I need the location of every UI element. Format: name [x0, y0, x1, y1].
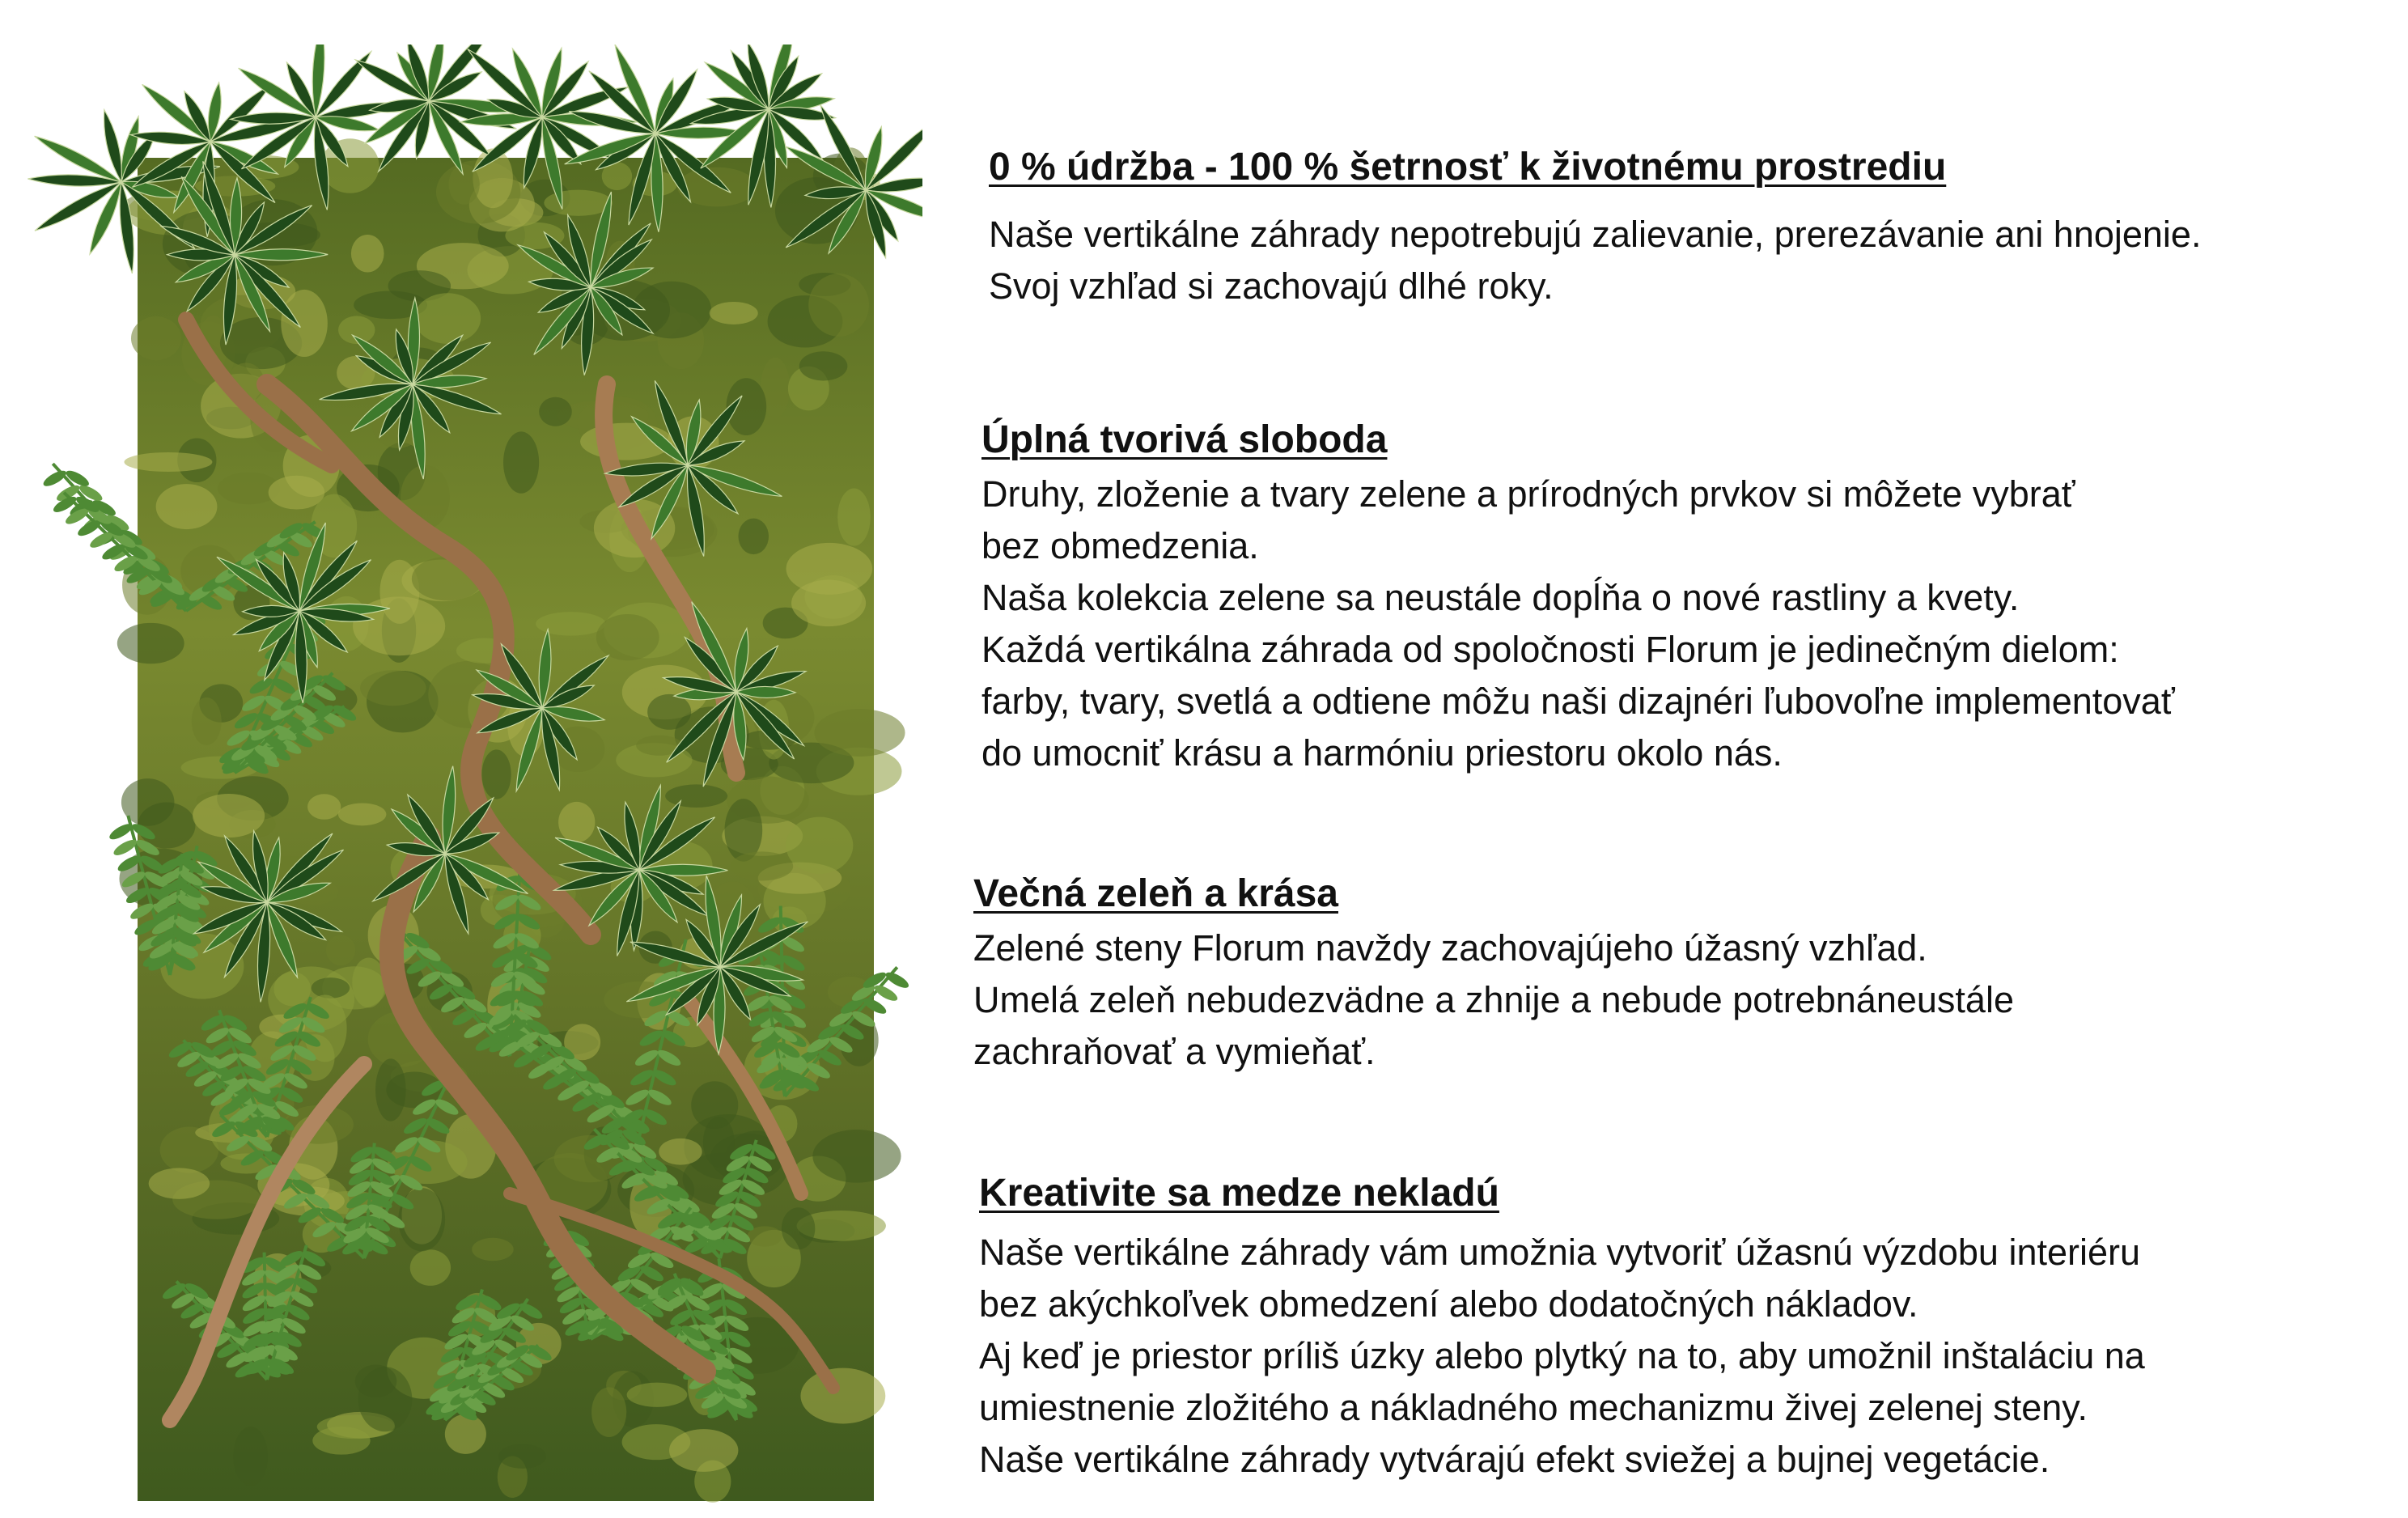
moss-tuft — [812, 1130, 901, 1183]
section-line: Druhy, zloženie a tvary zelene a prírodných prvkov si môžete vybrať — [981, 473, 2075, 515]
section-line: bez akýchkoľvek obmedzení alebo dodatočných nákladov. — [979, 1283, 1918, 1325]
moss-tuft — [498, 1444, 546, 1468]
section-line: zachraňovať a vymieňať. — [973, 1030, 1376, 1072]
section-line: do umocniť krásu a harmóniu priestoru okolo nás. — [981, 731, 1783, 774]
moss-tuft — [814, 709, 905, 757]
moss-tuft — [312, 1427, 370, 1455]
moss-tuft — [536, 612, 605, 635]
moss-tuft — [192, 698, 222, 745]
section-line: Každá vertikálna záhrada od spoločnosti Florum je jedinečným dielom: — [981, 628, 2119, 670]
moss-tuft — [233, 1427, 268, 1486]
moss-tuft — [445, 1414, 486, 1454]
moss-tuft — [627, 1383, 688, 1407]
moss-tuft — [338, 803, 386, 825]
moss-tuft — [269, 476, 324, 510]
moss-tuft — [131, 316, 181, 360]
moss-tuft — [326, 935, 355, 965]
section-creative-freedom — [981, 417, 2175, 779]
moss-tuft — [307, 794, 341, 819]
moss-tuft — [659, 1138, 702, 1165]
moss-tuft — [710, 302, 758, 324]
moss-tuft — [786, 817, 853, 874]
moss-tuft — [149, 1168, 210, 1198]
moss-tuft — [410, 1249, 451, 1286]
moss-tuft — [669, 1429, 738, 1472]
section-line: farby, tvary, svetlá a odtiene môžu naši dizajnéri ľubovoľne implementovať — [981, 680, 2175, 722]
section-line: Umelá zeleň nebudezvädne a zhnije a nebude potrebnáneustále — [973, 978, 2014, 1020]
moss-tuft — [414, 293, 481, 344]
section-line: bez obmedzenia. — [981, 524, 1259, 566]
section-no-limits — [979, 1170, 2145, 1486]
moss-tuft — [558, 802, 595, 842]
moss-tuft — [117, 623, 184, 664]
section-title: Kreativite sa medze nekladú — [979, 1172, 1499, 1215]
section-line: Naše vertikálne záhrady vám umožnia vytvoriť úžasnú výzdobu interiéru — [979, 1231, 2141, 1273]
section-line: Svoj vzhľad si zachovajú dlhé roky. — [989, 265, 1554, 307]
moss-tuft — [281, 290, 328, 357]
moss-tuft — [156, 484, 218, 529]
section-title: 0 % údržba - 100 % šetrnosť k životnému prostrediu — [989, 146, 1947, 189]
moss-tuft — [591, 1387, 626, 1437]
moss-tuft — [647, 694, 691, 730]
moss-tuft — [782, 1207, 815, 1249]
moss-tuft — [481, 749, 511, 799]
section-title: Večná zeleň a krása — [973, 872, 1338, 915]
moss-tuft — [799, 351, 848, 380]
moss-tuft — [503, 431, 539, 493]
section-eternal-green — [973, 871, 2014, 1078]
moss-tuft — [273, 972, 311, 1007]
moss-tuft — [472, 1238, 514, 1261]
moss-tuft — [703, 1117, 735, 1167]
moss-tuft — [360, 670, 426, 706]
section-maintenance — [989, 144, 2201, 312]
moss-tuft — [124, 452, 212, 472]
section-line: umiestnenie zložitého a nákladného mechanizmu živej zelenej steny. — [979, 1386, 2088, 1428]
moss-tuft — [837, 489, 871, 546]
section-title: Úplná tvorivá sloboda — [981, 418, 1388, 461]
vertical-garden-photo — [24, 45, 922, 1517]
section-line: Zelené steny Florum navždy zachovajújeho úžasný vzhľad. — [973, 926, 1927, 969]
moss-tuft — [398, 1188, 445, 1251]
moss-tuft — [351, 235, 384, 272]
moss-tuft — [596, 614, 659, 660]
moss-tuft — [312, 977, 350, 999]
moss-tuft — [539, 397, 572, 426]
moss-tuft — [665, 784, 727, 808]
section-line: Naše vertikálne záhrady vytvárajú efekt sviežej a bujnej vegetácie. — [979, 1438, 2050, 1480]
moss-tuft — [731, 851, 793, 880]
moss-tuft — [791, 580, 866, 627]
moss-tuft — [358, 1367, 413, 1431]
section-line: Naše vertikálne záhrady nepotrebujú zalievanie, prerezávanie ani hnojenie. — [989, 213, 2202, 255]
section-line: Aj keď je priestor príliš úzky alebo plytký na to, aby umožnil inštaláciu na — [979, 1334, 2145, 1376]
moss-tuft — [738, 519, 769, 554]
moss-tuft — [800, 1368, 885, 1424]
moss-tuft — [808, 273, 869, 337]
moss-tuft — [544, 190, 613, 216]
section-line: Naša kolekcia zelene sa neustále dopĺňa o nové rastliny a kvety. — [981, 576, 2020, 618]
